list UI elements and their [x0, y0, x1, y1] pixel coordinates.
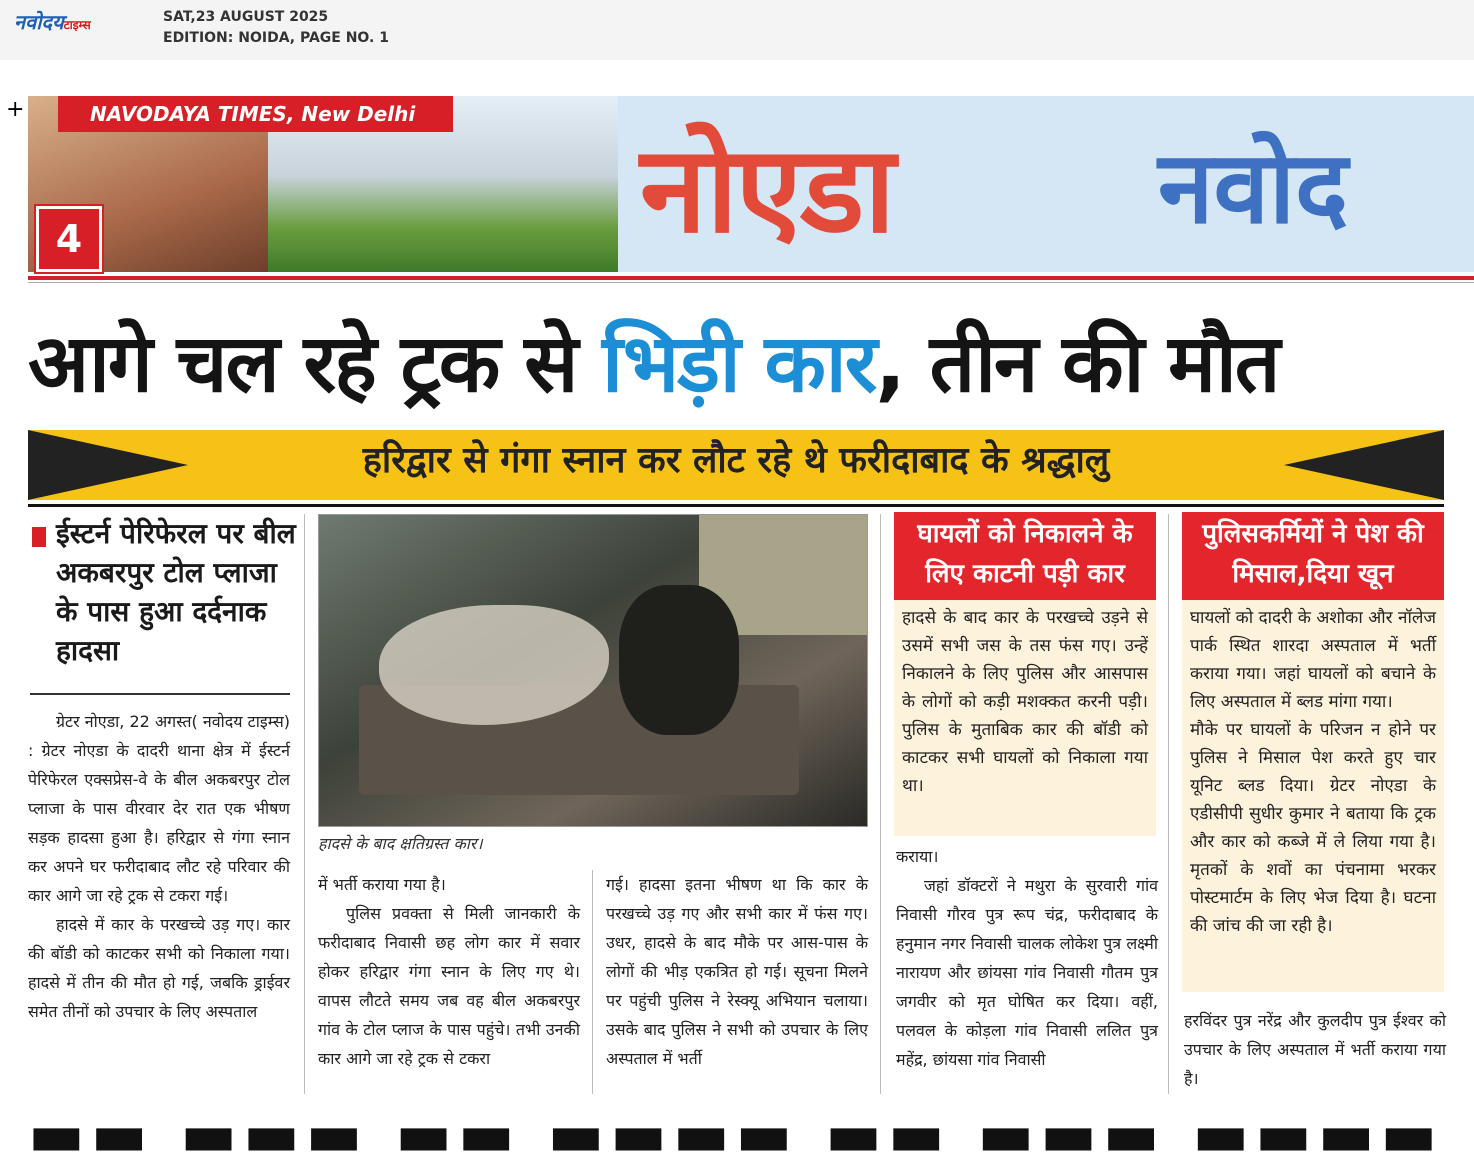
masthead-rule — [28, 276, 1474, 280]
edition-info: EDITION: NOIDA, PAGE NO. 1 — [163, 30, 389, 46]
headline-highlight: भिड़ी कार — [602, 317, 876, 410]
box-title: पुलिसकर्मियों ने पेश की मिसाल,दिया खून — [1182, 512, 1444, 600]
page-number-badge: 4 — [36, 206, 102, 272]
divider — [28, 504, 1444, 507]
edition-date: SAT,23 AUGUST 2025 — [163, 9, 329, 25]
column-divider — [880, 514, 881, 1094]
masthead-tag: NAVODAYA TIMES, New Delhi — [58, 96, 453, 132]
paragraph: हरविंदर पुत्र नरेंद्र और कुलदीप पुत्र ईश्वर को उपचार के लिए अस्पताल में भर्ती कराया गया है। — [1184, 1011, 1446, 1088]
headline-part1: आगे चल रहे ट्रक से — [28, 317, 603, 410]
subheadline: हरिद्वार से गंगा स्नान कर लौट रहे थे फरीदाबाद के श्रद्धालु — [362, 440, 1110, 481]
photo-caption: हादसे के बाद क्षतिग्रस्त कार। — [318, 834, 483, 853]
column-divider — [304, 514, 305, 1094]
paragraph: ग्रेटर नोएडा, 22 अगस्त( नवोदय टाइम्स) : ग्रेटर नोएडा के दादरी थाना क्षेत्र में ईस्टर्न पेरिफेरल एक्सप्रेस-वे के बील अकबरपुर टोल प्लाजा के पास वीरवार देर रात एक भीषण सड़क हादसा हुआ है। हरिद्वार से गंगा स्नान कर अपने घर फरीदाबाद लौट रहे परिवार की कार आगे जा रहे ट्रक से टकरा गई। — [28, 712, 290, 905]
cropped-headline-glyphs: ▬▬ ▬▬▬ ▬▬ ▬▬▬▬ ▬▬ ▬▬▬ ▬▬▬▬ — [28, 1100, 1444, 1170]
sidebar-box-blood-donation — [1182, 512, 1444, 992]
side-headline: ईस्टर्न पेरिफेरल पर बील अकबरपुर टोल प्लाजा के पास हुआ दर्दनाक हादसा — [56, 517, 296, 667]
crosshair-cursor-icon: + — [6, 97, 25, 122]
next-headline-cropped — [28, 1100, 1468, 1170]
article-column-5 — [1184, 1006, 1446, 1093]
box-title: घायलों को निकालने के लिए काटनी पड़ी कार — [894, 512, 1156, 600]
paragraph: मौके पर घायलों के परिजन न होने पर पुलिस ने मिसाल पेश करते हुए चार यूनिट ब्लड दिया। ग्रेटर नोएडा के एडीसीपी सुधीर कुमार ने बताया कि ट्रक और कार को कब्जे में ले लिया गया है। मृतकों के शवों का पंचनामा भरकर पोस्टमार्टम के लिए भेज दिया है। घटना की जांच की जा रही है। — [1190, 720, 1436, 936]
paragraph: पुलिस प्रवक्ता से मिली जानकारी के फरीदाबाद निवासी छह लोग कार में सवार होकर हरिद्वार गंगा स्नान के लिए गए थे। वापस लौटते समय जब वह बील अकबरपुर गांव के टोल प्लाज के पास पहुंचे। तभी उनकी कार आगे जा रहे ट्रक से टकरा — [318, 904, 580, 1068]
paragraph: हादसे के बाद कार के परखच्चे उड़ने से उसमें सभी जस के तस फंस गए। उन्हें निकालने के लिए पुलिस और आसपास के लोगों को कड़ी मशक्कत करनी पड़ी। पुलिस के मुताबिक कार की बॉडी को काटकर सभी घायलों को निकाला गया था। — [902, 608, 1148, 796]
headline-part2: , तीन की मौत — [875, 317, 1279, 410]
paragraph: कराया। — [896, 847, 939, 866]
masthead-banner — [28, 96, 1474, 272]
crash-photo[interactable] — [318, 514, 868, 827]
newspaper-logo[interactable] — [14, 8, 91, 35]
bullet-square-icon — [32, 527, 46, 547]
masthead-title-blue: नवोद — [1158, 129, 1349, 246]
column-divider — [1168, 514, 1169, 1094]
column-divider — [592, 870, 593, 1094]
photo-region — [619, 585, 739, 735]
article-column-1 — [28, 707, 290, 1026]
paragraph: हादसे में कार के परखच्चे उड़ गए। कार की बॉडी को काटकर सभी को निकाला गया। हादसे में तीन की मौत हो गई, जबकि ड्राईवर समेत तीनों को उपचार के लिए अस्पताल — [28, 915, 290, 1021]
paragraph: घायलों को दादरी के अशोका और नॉलेज पार्क स्थित शारदा अस्पताल में भर्ती कराया गया। जहां घायलों को बचाने के लिए अस्पताल में ब्लड मांगा गया। — [1190, 608, 1436, 712]
divider — [30, 693, 290, 695]
article-column-4 — [896, 842, 1158, 1074]
sidebar-box-rescue — [894, 512, 1156, 836]
logo-sub: टाइम्स — [63, 18, 91, 32]
paragraph: गई। हादसा इतना भीषण था कि कार के परखच्चे उड़ गए और सभी कार में फंस गए। उधर, हादसे के बाद मौके पर आस-पास के लोगों की भीड़ एकत्रित हो गई। सूचना मिलने पर पहुंची पुलिस ने रेस्क्यू अभियान चलाया। उसके बाद पुलिस ने सभी को उपचार के लिए अस्पताल में भर्ती — [606, 875, 868, 1068]
paragraph: जहां डॉक्टरों ने मथुरा के सुरवारी गांव निवासी गौरव पुत्र रूप चंद्र, फरीदाबाद के हनुमान नगर निवासी चालक लोकेश पुत्र लक्ष्मी नारायण और छांयसा गांव निवासी गौतम पुत्र जगवीर को मृत घोषित कर दिया। वहीं, पलवल के कोड़ला गांव निवासी ललित पुत्र महेंद्र, छांयसा गांव निवासी — [896, 876, 1158, 1069]
logo-main: नवोदय — [14, 10, 64, 34]
masthead-title-red: नोएडा — [640, 121, 894, 260]
main-headline — [28, 306, 1448, 415]
box-text — [1182, 600, 1444, 944]
divider — [28, 282, 1474, 283]
article-column-3 — [606, 870, 868, 1073]
paragraph: में भर्ती कराया गया है। — [318, 875, 446, 894]
box-text — [894, 600, 1156, 804]
article-column-2 — [318, 870, 580, 1073]
